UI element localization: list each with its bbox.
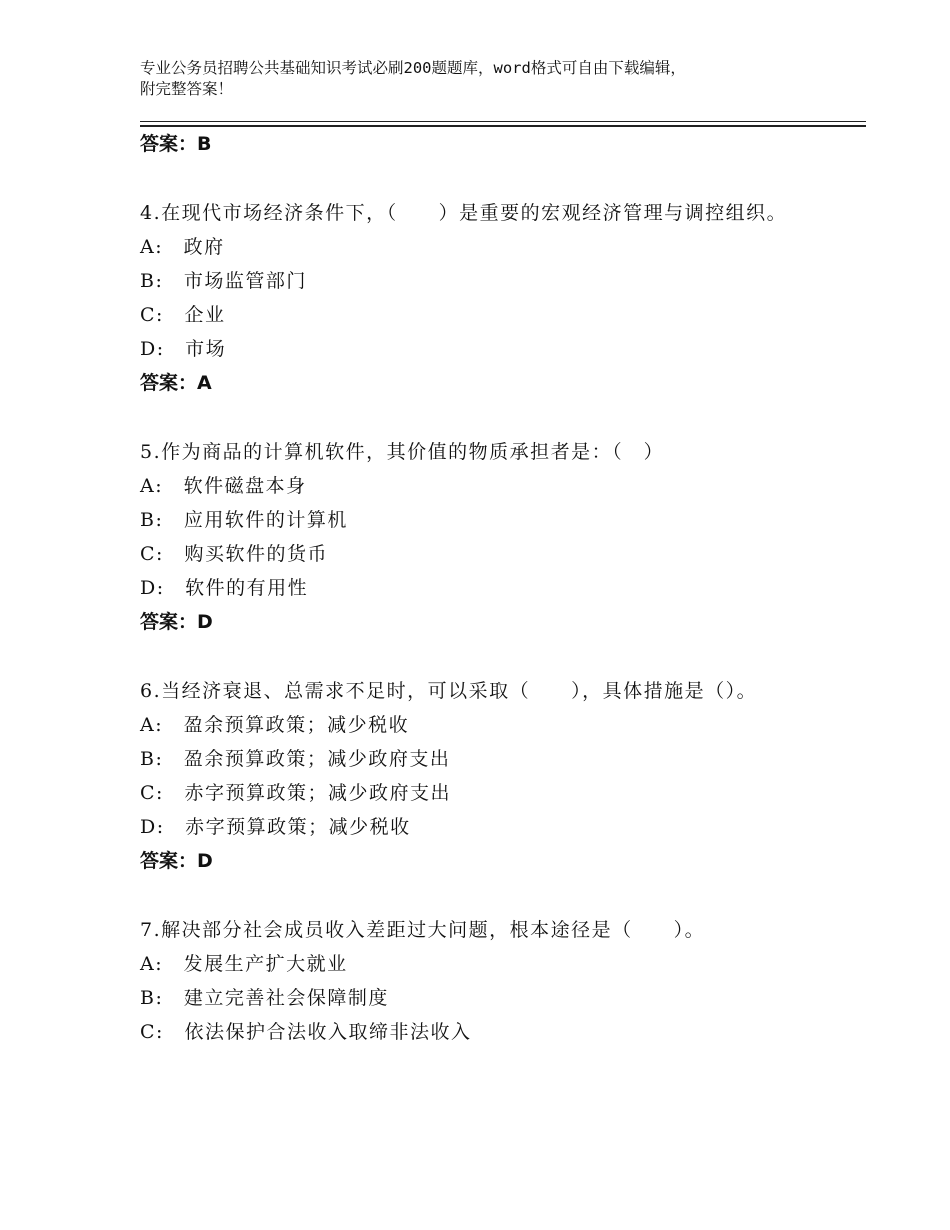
- question-text: 5.作为商品的计算机软件，其价值的物质承担者是：（ ）: [140, 441, 665, 463]
- option-a: A: 发展生产扩大就业: [140, 953, 348, 975]
- option-c: C: 依法保护合法收入取缔非法收入: [140, 1021, 472, 1043]
- question-block: [140, 674, 840, 878]
- option-a: A: 盈余预算政策；减少税收: [140, 714, 410, 736]
- option-d: D: 市场: [140, 338, 227, 360]
- page-header: [140, 58, 840, 100]
- question-text: 6.当经济衰退、总需求不足时，可以采取（ ），具体措施是（）。: [140, 680, 758, 702]
- option-b: B: 市场监管部门: [140, 270, 307, 292]
- answer-line: 答案：A: [140, 372, 212, 394]
- question-text: 4.在现代市场经济条件下，（ ）是重要的宏观经济管理与调控组织。: [140, 202, 788, 224]
- answer-line: 答案：B: [140, 133, 212, 155]
- answer-line: 答案：D: [140, 850, 213, 872]
- option-d: D: 软件的有用性: [140, 577, 309, 599]
- question-block: [140, 435, 840, 639]
- header-rule-thin: [140, 121, 866, 122]
- option-b: B: 建立完善社会保障制度: [140, 987, 389, 1009]
- option-b: B: 盈余预算政策；减少政府支出: [140, 748, 451, 770]
- option-a: A: 政府: [140, 236, 225, 258]
- option-c: C: 购买软件的货币: [140, 543, 328, 565]
- question-list: [140, 127, 840, 1049]
- option-a: A: 软件磁盘本身: [140, 475, 307, 497]
- option-b: B: 应用软件的计算机: [140, 509, 348, 531]
- option-c: C: 企业: [140, 304, 226, 326]
- header-line-1: 专业公务员招聘公共基础知识考试必刷200题题库，word格式可自由下载编辑，: [140, 59, 686, 77]
- header-line-2: 附完整答案！: [140, 80, 234, 98]
- option-d: D: 赤字预算政策；减少税收: [140, 816, 411, 838]
- option-c: C: 赤字预算政策；减少政府支出: [140, 782, 451, 804]
- question-block: [140, 196, 840, 400]
- answer-line: 答案：D: [140, 611, 213, 633]
- question-text: 7.解决部分社会成员收入差距过大问题，根本途径是（ ）。: [140, 919, 706, 941]
- question-block: [140, 913, 840, 1049]
